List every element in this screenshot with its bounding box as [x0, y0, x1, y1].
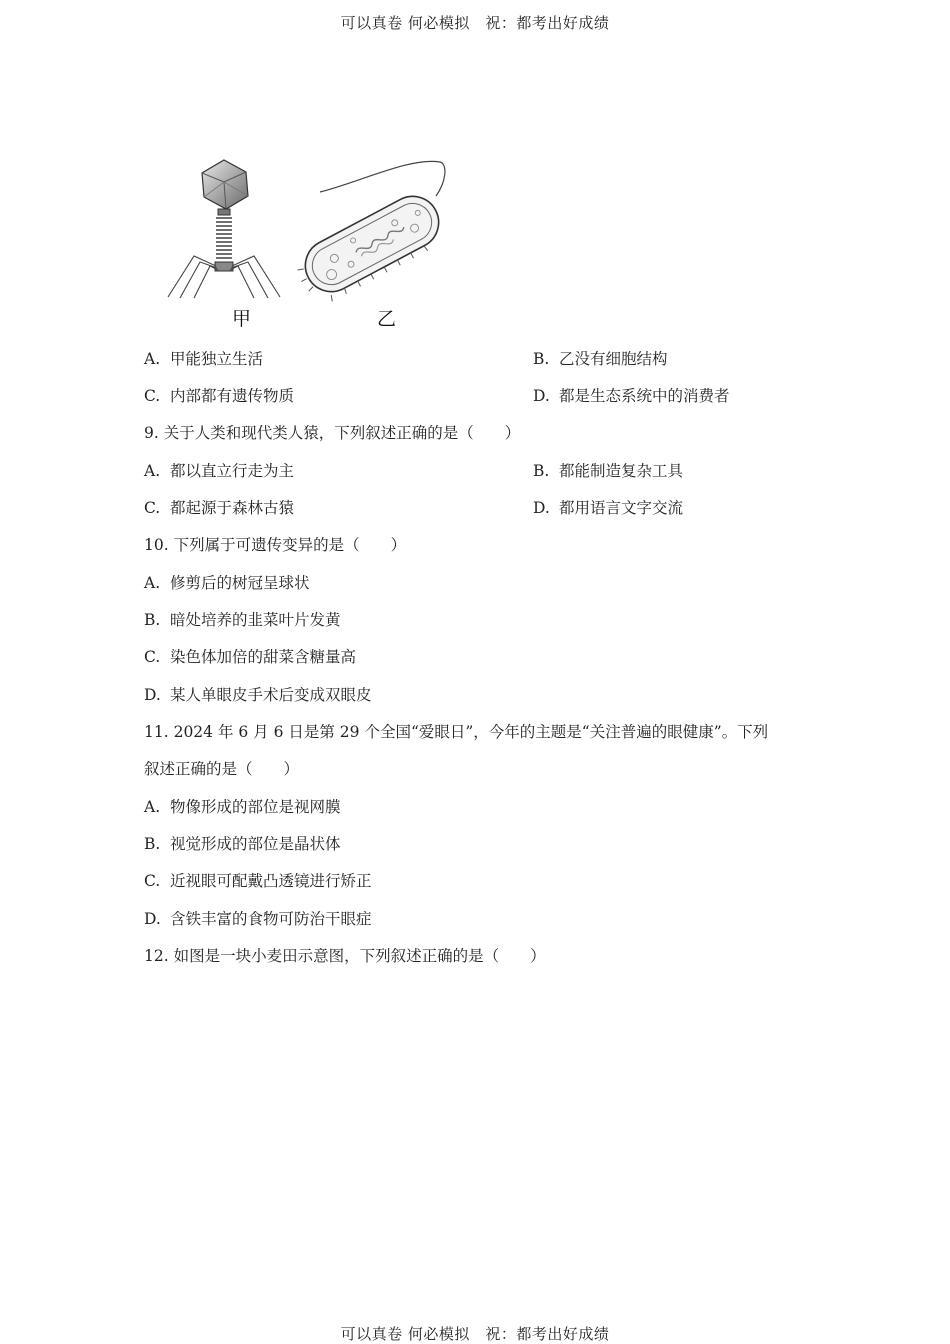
q11-stem-line1: 11. 2024 年 6 月 6 日是第 29 个全国“爱眼日”，今年的主题是“关注普遍的眼健康”。下列: [144, 723, 769, 741]
option-text: 乙没有细胞结构: [559, 350, 668, 368]
option-letter: C.: [144, 499, 161, 517]
q11-option-d: [144, 907, 372, 929]
option-letter: D.: [144, 686, 161, 704]
q8-option-d: [533, 384, 730, 406]
q11-option-a: [144, 795, 341, 817]
q9-stem: 9. 关于人类和现代类人猿，下列叙述正确的是（ ）: [144, 424, 521, 442]
q11-option-b: [144, 832, 341, 854]
option-letter: B.: [533, 462, 550, 480]
option-letter: A.: [144, 350, 161, 368]
option-text: 都用语言文字交流: [559, 499, 684, 517]
bacterium-icon: [289, 161, 450, 302]
option-text: 甲能独立生活: [170, 350, 264, 368]
option-letter: B.: [533, 350, 550, 368]
option-text: 视觉形成的部位是晶状体: [170, 835, 341, 853]
q10-option-b: [144, 608, 341, 630]
bacteriophage-icon: [168, 160, 280, 298]
option-letter: B.: [144, 611, 161, 629]
option-text: 都以直立行走为主: [170, 462, 295, 480]
q9-option-b: [533, 459, 683, 481]
option-letter: A.: [144, 798, 161, 816]
q10-option-d: [144, 683, 372, 705]
option-letter: D.: [533, 499, 550, 517]
option-text: 暗处培养的韭菜叶片发黄: [170, 611, 341, 629]
q8-option-c: [144, 384, 294, 406]
option-letter: C.: [144, 872, 161, 890]
option-letter: C.: [144, 648, 161, 666]
option-letter: C.: [144, 387, 161, 405]
q12-stem: 12. 如图是一块小麦田示意图，下列叙述正确的是（ ）: [144, 947, 546, 965]
q9-option-d: [533, 496, 683, 518]
q11-option-c: [144, 869, 372, 891]
q9-option-a: [144, 459, 294, 481]
option-text: 物像形成的部位是视网膜: [170, 798, 341, 816]
option-text: 染色体加倍的甜菜含糖量高: [170, 648, 357, 666]
option-text: 内部都有遗传物质: [170, 387, 295, 405]
option-text: 近视眼可配戴凸透镜进行矫正: [170, 872, 372, 890]
option-text: 某人单眼皮手术后变成双眼皮: [170, 686, 372, 704]
option-letter: D.: [533, 387, 550, 405]
option-letter: B.: [144, 835, 161, 853]
option-letter: A.: [144, 462, 161, 480]
option-text: 都是生态系统中的消费者: [559, 387, 730, 405]
page-header: 可以真卷 何必模拟 祝：都考出好成绩: [340, 14, 610, 32]
q9-option-c: [144, 496, 294, 518]
q10-option-a: [144, 571, 310, 593]
q10-option-c: [144, 645, 356, 667]
option-text: 含铁丰富的食物可防治干眼症: [170, 910, 372, 928]
page-footer: 可以真卷 何必模拟 祝：都考出好成绩: [340, 1325, 610, 1343]
option-text: 修剪后的树冠呈球状: [170, 574, 310, 592]
option-text: 都能制造复杂工具: [559, 462, 684, 480]
option-letter: D.: [144, 910, 161, 928]
figure-label-jia: 甲: [232, 308, 252, 330]
q8-option-a: [144, 347, 263, 369]
option-letter: A.: [144, 574, 161, 592]
figure-label-yi: 乙: [377, 308, 397, 330]
figure-virus-bacterium: [160, 152, 460, 332]
option-text: 都起源于森林古猿: [170, 499, 295, 517]
figure-illustration: [160, 152, 460, 302]
q8-option-b: [533, 347, 668, 369]
q11-stem-line2: 叙述正确的是（ ）: [144, 760, 300, 778]
q10-stem: 10. 下列属于可遗传变异的是（ ）: [144, 536, 407, 554]
